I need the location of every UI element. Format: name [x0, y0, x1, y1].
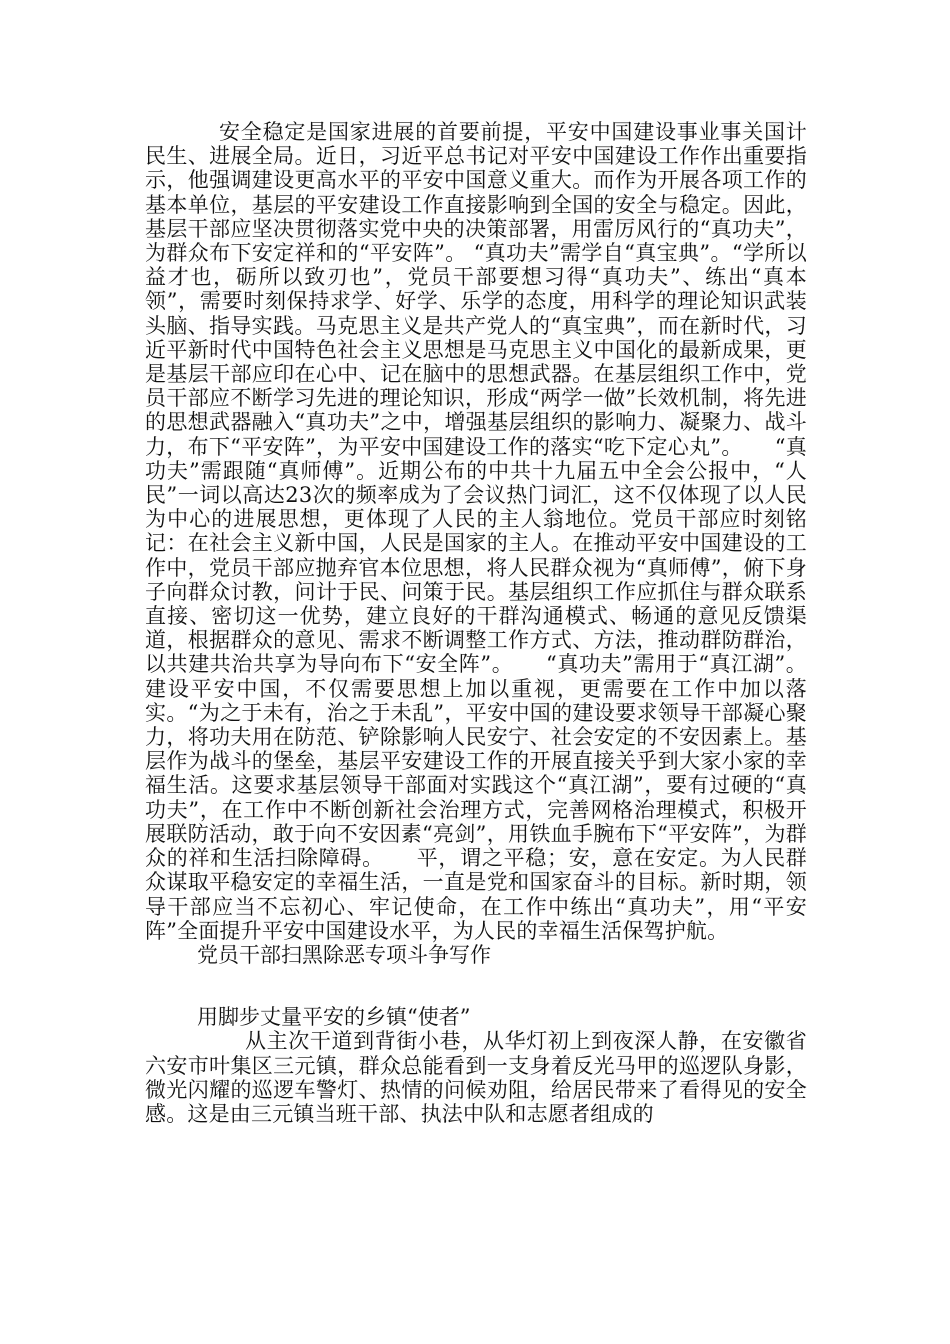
blank-line	[145, 967, 807, 991]
section-heading: 党员干部扫黑除恶专项斗争写作	[197, 942, 491, 967]
article-title: 用脚步丈量平安的乡镇“使者”	[197, 1005, 471, 1030]
document-page	[145, 120, 807, 1126]
article-body-2: 从主次干道到背街小巷，从华灯初上到夜深人静，在安徽省六安市叶集区三元镇，群众总能看到一支身着反光马甲的巡逻队身影，微光闪耀的巡逻车警灯、热情的问候劝阻，给居民带来了看得见的安全感。这是由三元镇当班干部、执法中队和志愿者组成的	[145, 1029, 807, 1126]
article-body: 安全稳定是国家进展的首要前提，平安中国建设事业事关国计民生、进展全局。近日，习近平总书记对平安中国建设工作作出重要指示，他强调建设更高水平的平安中国意义重大。而作为开展各项工作的基本单位，基层的平安建设工作直接影响到全国的安全与稳定。因此，基层干部应坚决贯彻落实党中央的决策部署，用雷厉风行的“真功夫”，为群众布下安定祥和的“平安阵”。 “真功夫”需学自“真宝典”。“学所以益才也，砺所以致刃也”，党员干部要想习得“真功夫”、练出“真本领”，需要时刻保持求学、好学、乐学的态度，用科学的理论知识武装头脑、指导实践。马克思主义是共产党人的“真宝典”，而在新时代，习近平新时代中国特色社会主义思想是马克思主义中国化的最新成果，更是基层干部应印在心中、记在脑中的思想武器。在基层组织工作中，党员干部应不断学习先进的理论知识，形成“两学一做”长效机制，将先进的思想武器融入“真功夫”之中，增强基层组织的影响力、凝聚力、战斗力，布下“平安阵”，为平安中国建设工作的落实“吃下定心丸”。 “真功夫”需跟随“真师傅”。近期公布的中共十九届五中全会公报中，“人民”一词以高达23次的频率成为了会议热门词汇，这不仅体现了以人民为中心的进展思想，更体现了人民的主人翁地位。党员干部应时刻铭记：在社会主义新中国，人民是国家的主人。在推动平安中国建设的工作中，党员干部应抛弃官本位思想，将人民群众视为“真师傅”，俯下身子向群众讨教，问计于民、问策于民。基层组织工作应抓住与群众联系直接、密切这一优势，建立良好的干群沟通模式、畅通的意见反馈渠道，根据群众的意见、需求不断调整工作方式、方法，推动群防群治，以共建共治共享为导向布下“安全阵”。 “真功夫”需用于“真江湖”。建设平安中国，不仅需要思想上加以重视，更需要在工作中加以落实。“为之于未有，治之于未乱”，平安中国的建设要求领导干部凝心聚力，将功夫用在防范、铲除影响人民安宁、社会安定的不安因素上。基层作为战斗的堡垒，基层平安建设工作的开展直接关乎到大家小家的幸福生活。这要求基层领导干部面对实践这个“真江湖”，要有过硬的“真功夫”，在工作中不断创新社会治理方式，完善网格治理模式，积极开展联防活动，敢于向不安因素“亮剑”，用铁血手腕布下“平安阵”，为群众的祥和生活扫除障碍。 平，谓之平稳；安，意在安定。为人民群众谋取平稳安定的幸福生活，一直是党和国家奋斗的目标。新时期，领导干部应当不忘初心、牢记使命，在工作中练出“真功夫”，用“平安阵”全面提升平安中国建设水平，为人民的幸福生活保驾护航。	[145, 120, 807, 943]
